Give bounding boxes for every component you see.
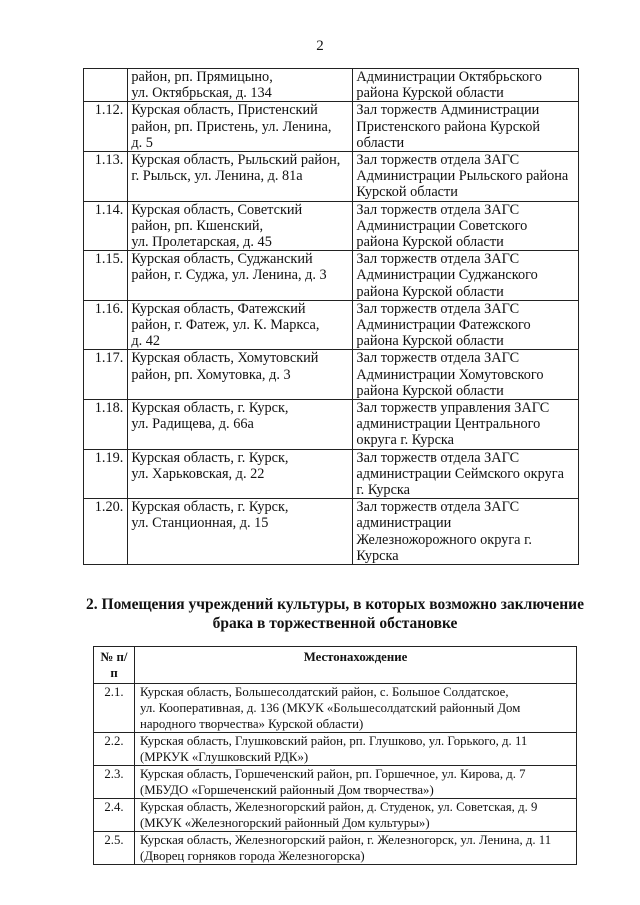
row-number: 2.5. xyxy=(94,832,135,865)
location-line: (МБУДО «Горшеченский районный Дом творчества») xyxy=(140,783,434,797)
address-cell xyxy=(128,69,353,102)
section-2-title-line-1: 2. Помещения учреждений культуры, в которых возможно заключение xyxy=(86,596,584,613)
venue-line: Железножорожного округа г. xyxy=(356,531,532,548)
table-row xyxy=(84,300,579,350)
location-line: ул. Кооперативная, д. 136 (МКУК «Большесолдатский районный Дом xyxy=(140,701,521,715)
venue-line: Администрации Октябрьского xyxy=(356,69,542,85)
location-cell xyxy=(135,733,577,766)
venue-line: Зал торжеств отдела ЗАГС xyxy=(356,201,520,218)
page-number: 2 xyxy=(316,38,324,54)
address-line: Курская область, Пристенский xyxy=(131,102,318,119)
address-line: район, рп. Кшенский, xyxy=(131,217,264,234)
row-number: 1.19. xyxy=(84,449,128,499)
address-line: район, г. Фатеж, ул. К. Маркса, xyxy=(131,317,320,334)
location-line: Курская область, Горшеченский район, рп. Горшечное, ул. Кирова, д. 7 xyxy=(140,767,526,781)
address-cell xyxy=(128,251,353,301)
venue-line: администрации xyxy=(356,515,452,532)
table-row xyxy=(94,766,577,799)
row-number: 2.2. xyxy=(94,733,135,766)
address-cell xyxy=(128,400,353,450)
venue-cell xyxy=(353,152,579,202)
location-line: (Дворец горняков города Железногорска) xyxy=(140,849,365,863)
address-cell xyxy=(128,152,353,202)
address-cell xyxy=(128,201,353,251)
culture-table-body xyxy=(94,684,577,865)
row-number: 1.13. xyxy=(84,152,128,202)
address-line: Курская область, Суджанский xyxy=(131,251,313,268)
address-line: г. Рыльск, ул. Ленина, д. 81а xyxy=(131,168,303,185)
venue-line: района Курской области xyxy=(356,333,504,350)
venue-line: района Курской области xyxy=(356,85,504,102)
venue-cell xyxy=(353,69,579,102)
row-number: 1.18. xyxy=(84,400,128,450)
location-line: Курская область, Железногорский район, д. Студенок, ул. Советская, д. 9 xyxy=(140,800,538,814)
address-line: Курская область, Хомутовский xyxy=(131,350,319,367)
venue-cell xyxy=(353,499,579,565)
row-number xyxy=(84,69,128,102)
table-row xyxy=(94,733,577,766)
table-row xyxy=(84,201,579,251)
table-row xyxy=(84,69,579,102)
address-line: ул. Станционная, д. 15 xyxy=(131,515,269,532)
venue-line: Администрации Фатежского xyxy=(356,317,531,334)
venue-cell xyxy=(353,449,579,499)
row-number: 1.15. xyxy=(84,251,128,301)
address-cell xyxy=(128,350,353,400)
address-line: ул. Пролетарская, д. 45 xyxy=(131,234,272,251)
address-cell xyxy=(128,300,353,350)
row-number: 2.1. xyxy=(94,684,135,733)
header-number: № п/п xyxy=(94,647,135,684)
row-number: 1.20. xyxy=(84,499,128,565)
venue-cell xyxy=(353,102,579,152)
address-line: д. 5 xyxy=(131,134,153,151)
venue-line: Зал торжеств отдела ЗАГС xyxy=(356,449,520,466)
venue-line: Пристенского района Курской xyxy=(356,118,541,135)
location-line: народного творчества» Курской области) xyxy=(140,717,364,731)
location-line: (МКУК «Железногорский районный Дом культуры») xyxy=(140,816,430,830)
venue-line: г. Курска xyxy=(356,482,410,499)
location-cell xyxy=(135,832,577,865)
table-row xyxy=(94,799,577,832)
venue-line: Зал торжеств отдела ЗАГС xyxy=(356,152,520,169)
table-row xyxy=(84,449,579,499)
table-row xyxy=(84,152,579,202)
section-2-title-line-2: брака в торжественной обстановке xyxy=(212,615,458,632)
table-row xyxy=(84,251,579,301)
venue-line: Зал торжеств управления ЗАГС xyxy=(356,400,550,417)
table-row xyxy=(84,400,579,450)
location-cell xyxy=(135,766,577,799)
location-line: Курская область, Глушковский район, рп. Глушково, ул. Горького, д. 11 xyxy=(140,734,528,748)
row-number: 2.4. xyxy=(94,799,135,832)
header-location: Местонахождение xyxy=(135,647,577,684)
venue-line: Администрации Рыльского района xyxy=(356,168,569,185)
venue-cell xyxy=(353,350,579,400)
table-row xyxy=(84,102,579,152)
row-number: 2.3. xyxy=(94,766,135,799)
venue-line: Администрации Суджанского xyxy=(356,267,538,284)
venue-line: Курска xyxy=(356,547,399,564)
location-cell xyxy=(135,799,577,832)
venue-line: администрации Сеймского округа xyxy=(356,465,564,482)
address-cell xyxy=(128,449,353,499)
venue-line: Зал торжеств отдела ЗАГС xyxy=(356,251,520,268)
address-line: ул. Радищева, д. 66а xyxy=(131,416,254,433)
venue-line: Зал торжеств отдела ЗАГС xyxy=(356,300,520,317)
table-row xyxy=(94,684,577,733)
table-row xyxy=(94,832,577,865)
venue-line: округа г. Курска xyxy=(356,432,454,449)
location-line: (МРКУК «Глушковский РДК») xyxy=(140,750,309,764)
venue-line: района Курской области xyxy=(356,234,504,251)
address-line: Курская область, г. Курск, xyxy=(131,400,289,417)
venue-line: Администрации Советского xyxy=(356,217,528,234)
table-row xyxy=(84,350,579,400)
table-row xyxy=(84,499,579,565)
address-line: Курская область, Рыльский район, xyxy=(131,152,341,169)
address-line: район, рп. Пристень, ул. Ленина, xyxy=(131,118,332,135)
venue-line: Зал торжеств отдела ЗАГС xyxy=(356,499,520,516)
venue-line: района Курской области xyxy=(356,283,504,300)
row-number: 1.12. xyxy=(84,102,128,152)
venue-cell xyxy=(353,201,579,251)
address-line: ул. Харьковская, д. 22 xyxy=(131,465,265,482)
table-header-row xyxy=(94,647,577,684)
venue-line: Зал торжеств Администрации xyxy=(356,102,540,119)
venues-table-body xyxy=(84,69,579,565)
venues-table-culture xyxy=(93,646,577,865)
address-line: район, г. Суджа, ул. Ленина, д. 3 xyxy=(131,267,327,284)
location-line: Курская область, Железногорский район, г. Железногорск, ул. Ленина, д. 11 xyxy=(140,833,552,847)
venue-line: Зал торжеств отдела ЗАГС xyxy=(356,350,520,367)
venue-cell xyxy=(353,251,579,301)
section-2-heading xyxy=(75,595,595,633)
venue-line: Курской области xyxy=(356,184,458,201)
address-line: д. 42 xyxy=(131,333,161,350)
venue-line: администрации Центрального xyxy=(356,416,541,433)
row-number: 1.14. xyxy=(84,201,128,251)
row-number: 1.16. xyxy=(84,300,128,350)
address-line: Курская область, г. Курск, xyxy=(131,499,289,516)
address-cell xyxy=(128,102,353,152)
venue-line: Администрации Хомутовского xyxy=(356,366,544,383)
address-line: ул. Октябрьская, д. 134 xyxy=(131,85,272,102)
venue-line: области xyxy=(356,134,405,151)
address-line: Курская область, Фатежский xyxy=(131,300,306,317)
address-cell xyxy=(128,499,353,565)
address-line: Курская область, Советский xyxy=(131,201,303,218)
location-line: Курская область, Большесолдатский район, с. Большое Солдатское, xyxy=(140,685,509,699)
address-line: район, рп. Прямицыно, xyxy=(131,69,273,85)
venue-line: района Курской области xyxy=(356,382,504,399)
venue-cell xyxy=(353,300,579,350)
row-number: 1.17. xyxy=(84,350,128,400)
venue-cell xyxy=(353,400,579,450)
address-line: Курская область, г. Курск, xyxy=(131,449,289,466)
venues-table-registry-offices xyxy=(83,68,579,565)
address-line: район, рп. Хомутовка, д. 3 xyxy=(131,366,291,383)
location-cell xyxy=(135,684,577,733)
